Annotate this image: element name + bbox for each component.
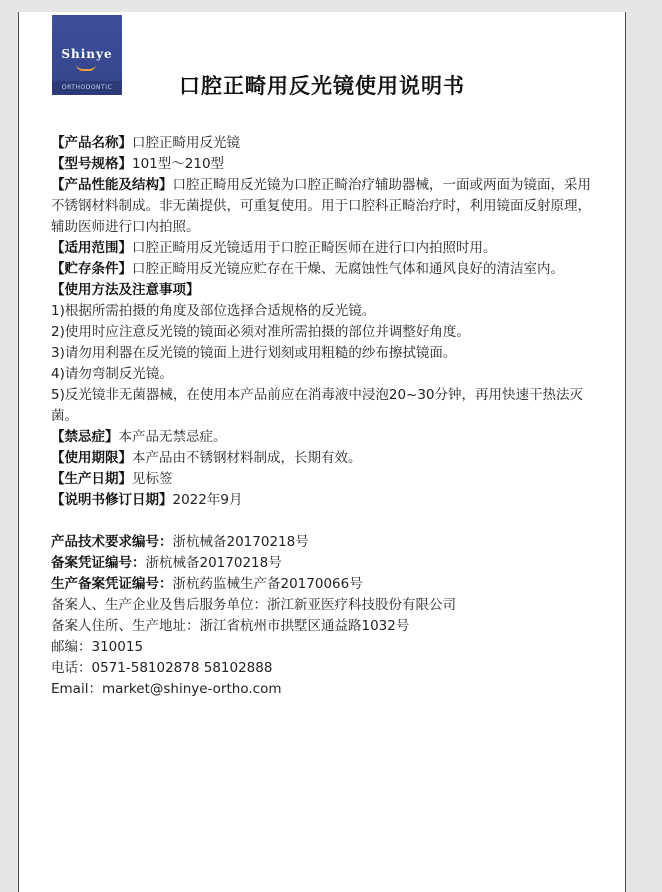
usage-step: 2)使用时应注意反光镜的镜面必须对准所需拍摄的部位并调整好角度。	[51, 324, 470, 340]
section-performance: 【产品性能及结构】口腔正畸用反光镜为口腔正畸治疗辅助器械，一面或两面为镜面，采用不锈钢材料制成。非无菌提供，可重复使用。用于口腔科正畸治疗时，利用镜面反射原理，辅助医师进行口内拍照。	[51, 177, 591, 235]
section-contraindication: 【禁忌症】本产品无禁忌症。	[51, 429, 227, 445]
logo-subtext: ORTHODONTIC	[52, 81, 122, 95]
usage-step: 4)请勿弯制反光镜。	[51, 366, 173, 382]
section-model: 【型号规格】101型～210型	[51, 156, 225, 172]
section-production-date: 【生产日期】见标签	[51, 471, 173, 487]
reg-filing-number: 备案凭证编号：浙杭械备20170218号	[51, 555, 282, 571]
section-revision-date: 【说明书修订日期】2022年9月	[51, 492, 243, 508]
spacer	[51, 511, 603, 532]
contact-line: 备案人住所、生产地址：浙江省杭州市拱墅区通益路1032号	[51, 618, 410, 634]
usage-step: 1)根据所需拍摄的角度及部位选择合适规格的反光镜。	[51, 303, 376, 319]
document-body	[51, 133, 603, 700]
document-sheet	[18, 12, 626, 892]
contact-email: Email：market@shinye-ortho.com	[51, 681, 282, 697]
contact-line: 备案人、生产企业及售后服务单位：浙江新亚医疗科技股份有限公司	[51, 597, 456, 613]
section-usage-heading: 【使用方法及注意事项】	[51, 282, 200, 298]
reg-production-number: 生产备案凭证编号：浙杭药监械生产备20170066号	[51, 576, 363, 592]
section-product-name: 【产品名称】口腔正畸用反光镜	[51, 135, 240, 151]
contact-line: 电话：0571-58102878 58102888	[51, 660, 273, 676]
usage-step: 5)反光镜非无菌器械，在使用本产品前应在消毒液中浸泡20~30分钟，再用快速干热法灭菌。	[51, 387, 584, 424]
reg-tech-number: 产品技术要求编号：浙杭械备20170218号	[51, 534, 309, 550]
usage-step: 3)请勿用利器在反光镜的镜面上进行划刻或用粗糙的纱布擦拭镜面。	[51, 345, 457, 361]
section-storage: 【贮存条件】口腔正畸用反光镜应贮存在干燥、无腐蚀性气体和通风良好的清洁室内。	[51, 261, 564, 277]
logo-text: Shinye	[61, 47, 113, 61]
document-title: 口腔正畸用反光镜使用说明书	[179, 74, 465, 98]
contact-line: 邮编：310015	[51, 639, 144, 655]
section-scope: 【适用范围】口腔正畸用反光镜适用于口腔正畸医师在进行口内拍照时用。	[51, 240, 497, 256]
section-validity: 【使用期限】本产品由不锈钢材料制成，长期有效。	[51, 450, 362, 466]
